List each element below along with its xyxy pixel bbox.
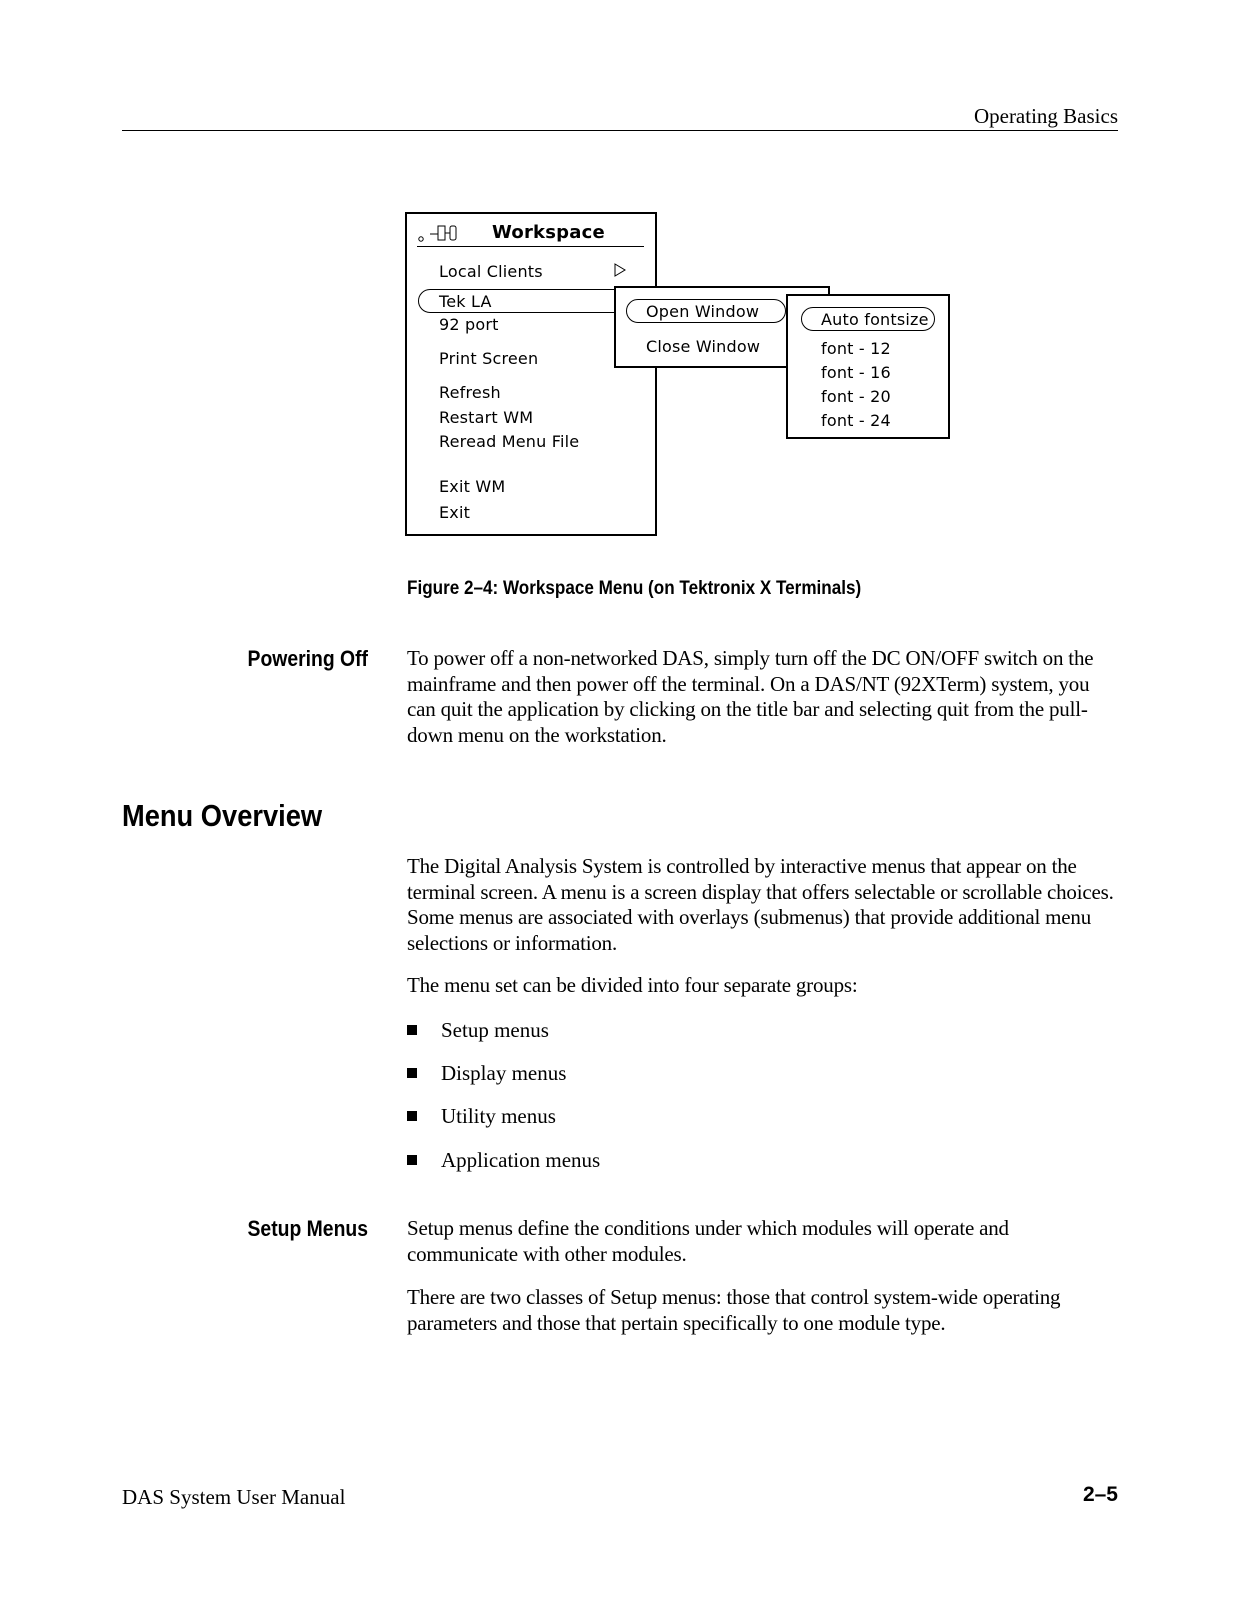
submenu-item-close-window[interactable]: Close Window — [646, 337, 761, 356]
menu-item-reread-menu-file[interactable]: Reread Menu File — [439, 432, 580, 451]
menu-item-print-screen[interactable]: Print Screen — [439, 349, 539, 368]
page-number: 2–5 — [1082, 1483, 1118, 1506]
menu-item-92-port[interactable]: 92 port — [439, 315, 499, 334]
menu-item-tek-la[interactable]: Tek LA — [439, 292, 492, 311]
list-item-text: Utility menus — [441, 1104, 556, 1128]
figure-caption: Figure 2–4: Workspace Menu (on Tektronix X Terminals) — [407, 578, 862, 599]
workspace-menu-title: Workspace — [492, 222, 605, 243]
footer-manual-title: DAS System User Manual — [122, 1485, 346, 1509]
menu-overview-heading: Menu Overview — [122, 798, 323, 833]
menu-overview-para2: The menu set can be divided into four separate groups: — [407, 973, 858, 997]
menu-item-exit[interactable]: Exit — [439, 503, 471, 522]
font-item-16[interactable]: font - 16 — [821, 363, 891, 382]
list-item-text: Application menus — [441, 1148, 601, 1172]
running-header: Operating Basics — [973, 104, 1118, 128]
bullet-square-icon — [407, 1025, 417, 1035]
list-item-text: Display menus — [441, 1061, 567, 1085]
workspace-title-rule — [417, 246, 644, 247]
bullet-square-icon — [407, 1111, 417, 1121]
workspace-menu-icon — [416, 222, 462, 244]
font-item-auto-fontsize[interactable]: Auto fontsize — [821, 310, 929, 329]
font-item-24[interactable]: font - 24 — [821, 411, 891, 430]
list-item-text: Setup menus — [441, 1018, 549, 1042]
bullet-square-icon — [407, 1155, 417, 1165]
submenu-arrow-icon — [614, 263, 626, 282]
list-item — [407, 1018, 549, 1042]
powering-off-text: To power off a non-networked DAS, simply turn off the DC ON/OFF switch on the mainframe and then power off the terminal. On a DAS/NT (92XTerm) system, you can quit the application by clicking on the title bar and selecting quit from the pull-down menu on the workstation. — [407, 646, 1094, 747]
list-item — [407, 1148, 600, 1172]
setup-menus-para2: There are two classes of Setup menus: those that control system-wide operating parameters and those that pertain specifically to one module type. — [407, 1285, 1061, 1335]
menu-item-restart-wm[interactable]: Restart WM — [439, 408, 534, 427]
list-item — [407, 1104, 556, 1128]
list-item — [407, 1061, 566, 1085]
bullet-square-icon — [407, 1068, 417, 1078]
menu-overview-para1: The Digital Analysis System is controlled by interactive menus that appear on the terminal screen. A menu is a screen display that offers selectable or scrollable choices. Some menus are associated with overlays (submenus) that provide additional menu selections or information. — [407, 854, 1114, 955]
setup-menus-para1: Setup menus define the conditions under which modules will operate and communicate with other modules. — [407, 1216, 1009, 1266]
powering-off-heading: Powering Off — [247, 646, 368, 671]
setup-menus-heading: Setup Menus — [247, 1216, 368, 1241]
submenu-item-open-window[interactable]: Open Window — [646, 302, 760, 321]
header-rule — [122, 130, 1118, 131]
menu-item-exit-wm[interactable]: Exit WM — [439, 477, 506, 496]
menu-item-local-clients[interactable]: Local Clients — [439, 262, 543, 281]
font-item-20[interactable]: font - 20 — [821, 387, 891, 406]
font-item-12[interactable]: font - 12 — [821, 339, 891, 358]
menu-item-refresh[interactable]: Refresh — [439, 383, 501, 402]
